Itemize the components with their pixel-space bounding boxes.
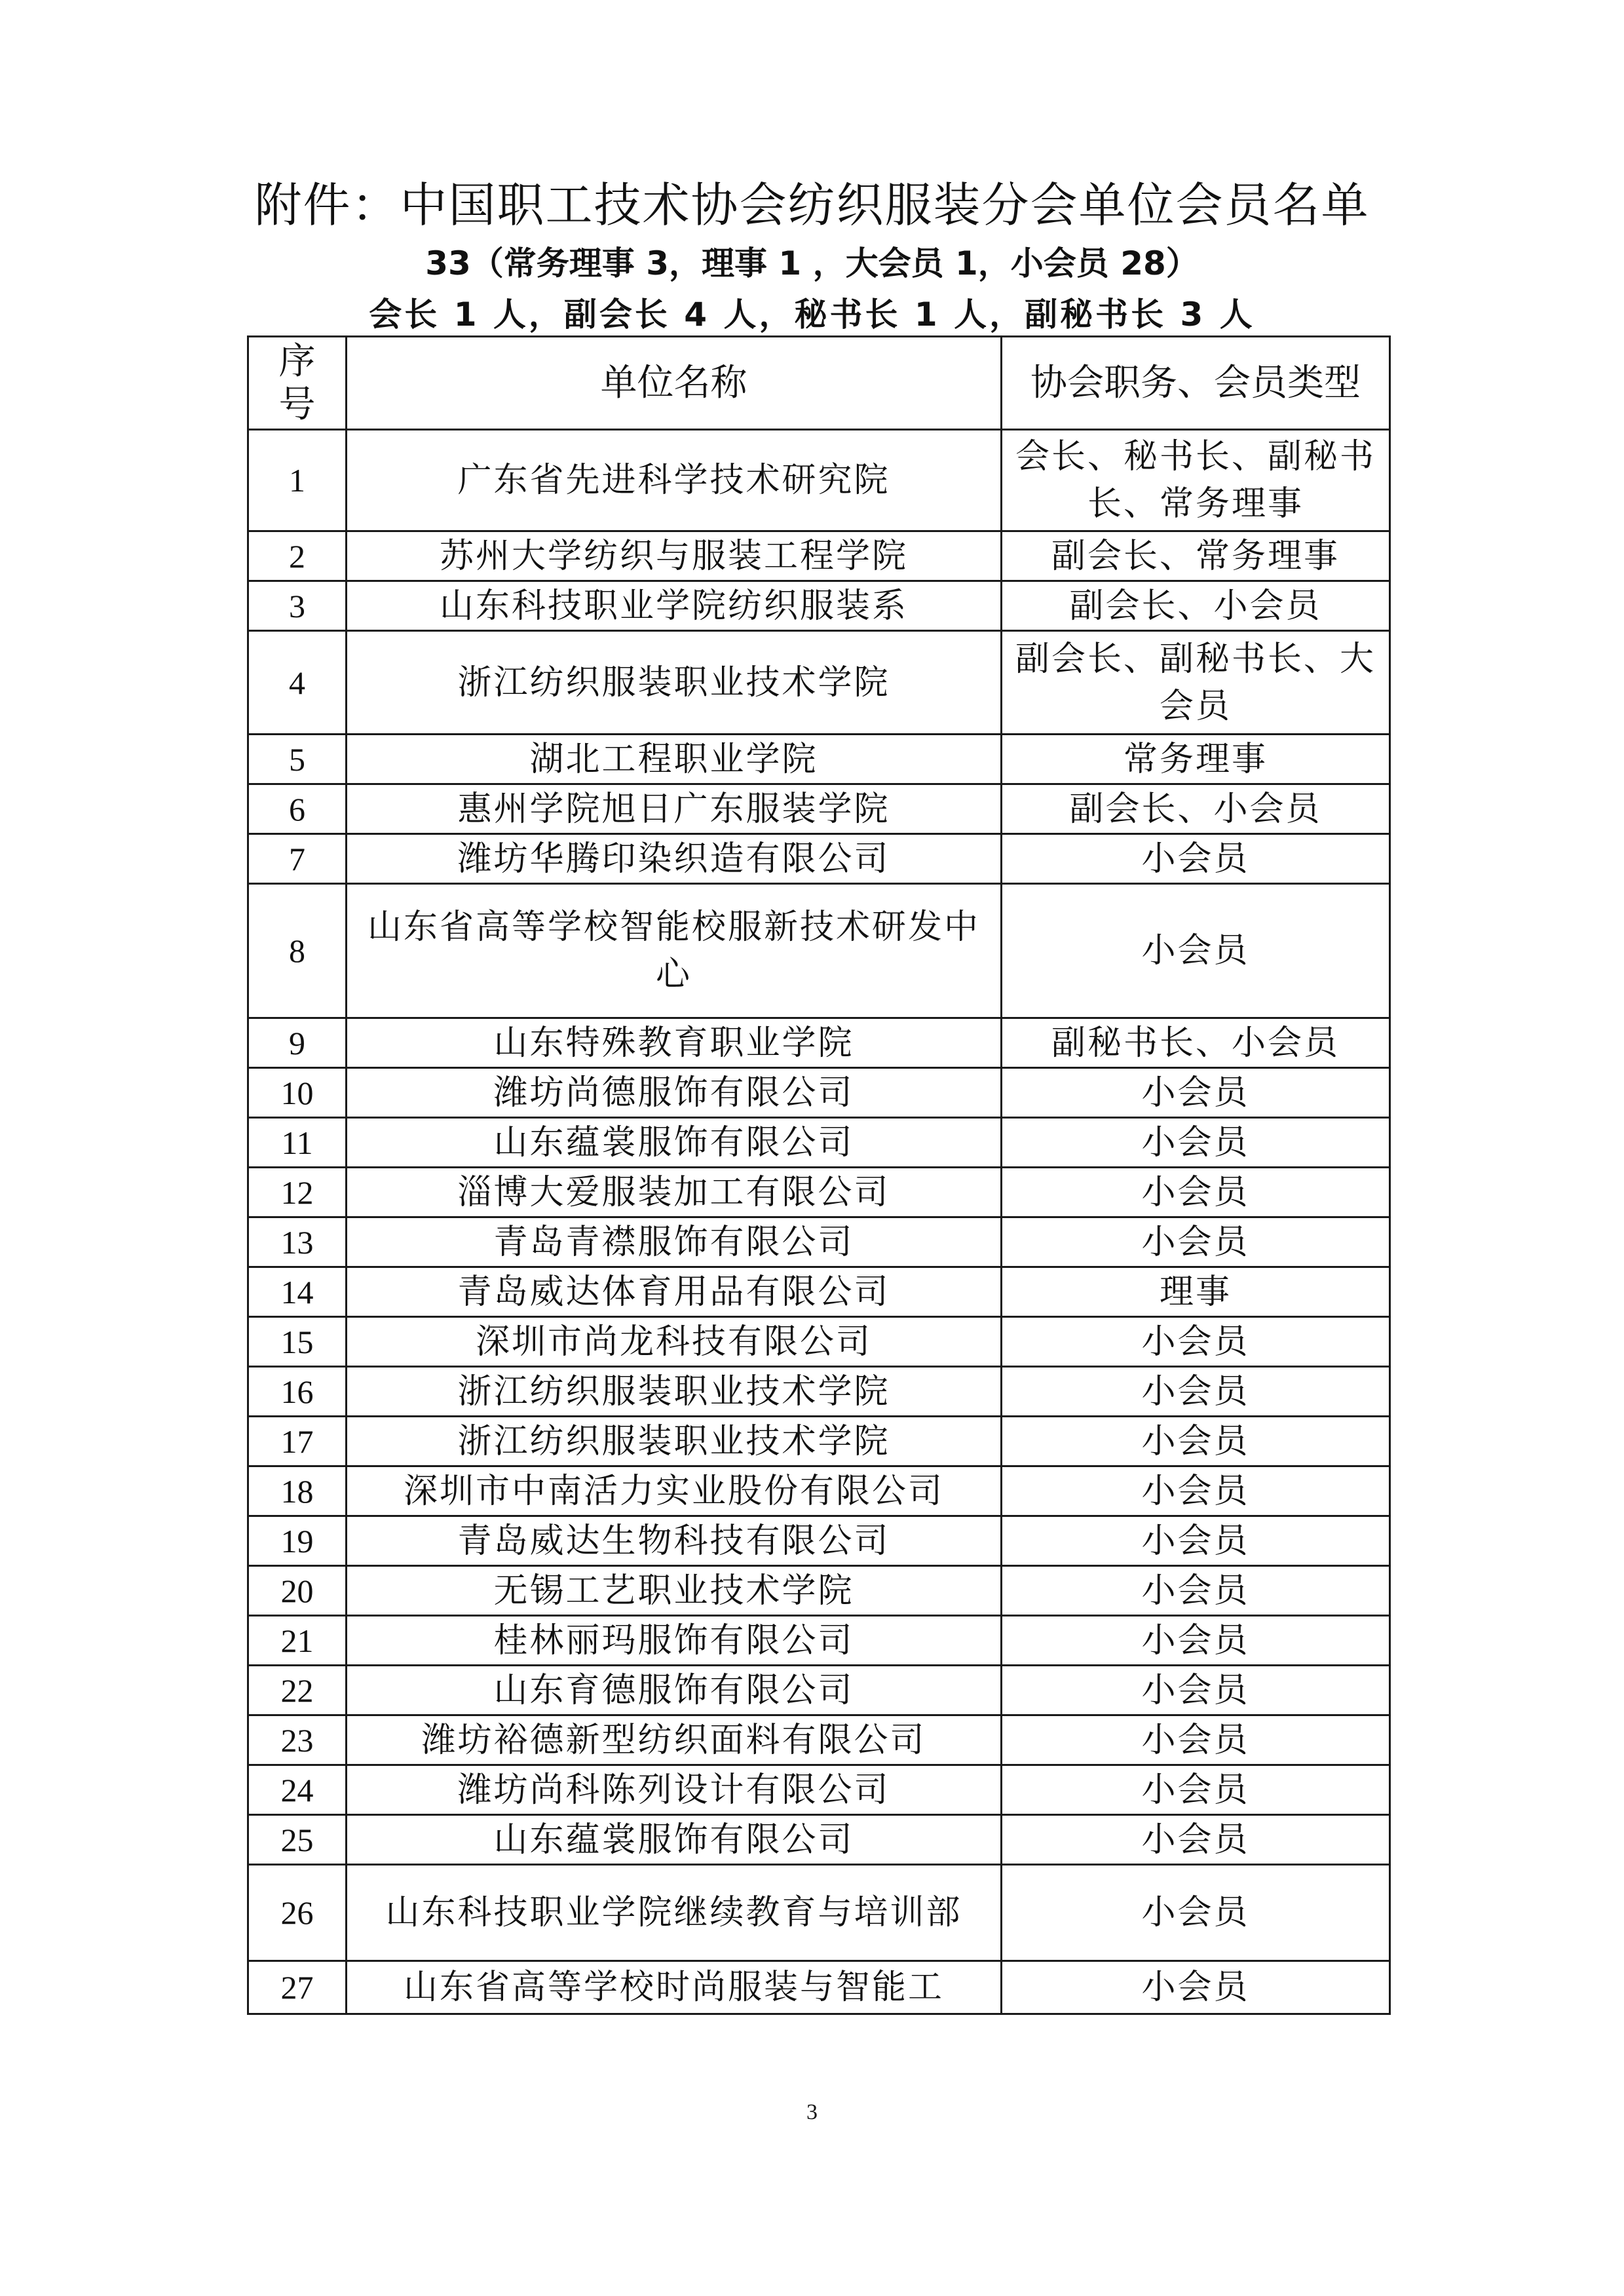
member-role: 小会员: [1002, 1961, 1390, 2014]
row-number: 9: [248, 1018, 347, 1068]
member-role: 理事: [1002, 1267, 1390, 1317]
row-number: 14: [248, 1267, 347, 1317]
table-row: [248, 1367, 1390, 1417]
member-role: 小会员: [1002, 1815, 1390, 1865]
unit-name: 山东育德服饰有限公司: [347, 1666, 1002, 1715]
table-row: [248, 735, 1390, 784]
row-number: 4: [248, 631, 347, 735]
member-role: 副秘书长、小会员: [1002, 1018, 1390, 1068]
unit-name: 广东省先进科学技术研究院: [347, 430, 1002, 531]
row-number: 22: [248, 1666, 347, 1715]
header-no: 序号: [248, 337, 347, 430]
member-role: 小会员: [1002, 1466, 1390, 1516]
member-role: 小会员: [1002, 1616, 1390, 1666]
table-row: [248, 1815, 1390, 1865]
row-number: 13: [248, 1217, 347, 1267]
member-role: 小会员: [1002, 1317, 1390, 1367]
unit-name: 青岛威达生物科技有限公司: [347, 1516, 1002, 1566]
table-row: [248, 1417, 1390, 1466]
member-role: 小会员: [1002, 1068, 1390, 1118]
row-number: 26: [248, 1865, 347, 1961]
table-header-row: [248, 337, 1390, 430]
unit-name: 深圳市中南活力实业股份有限公司: [347, 1466, 1002, 1516]
page-number: 3: [806, 2100, 818, 2124]
member-role: 小会员: [1002, 1865, 1390, 1961]
header-role: 协会职务、会员类型: [1002, 337, 1390, 430]
member-role: 小会员: [1002, 884, 1390, 1018]
member-role: 副会长、副秘书长、大会员: [1002, 631, 1390, 735]
table-row: [248, 1317, 1390, 1367]
table-row: [248, 531, 1390, 581]
row-number: 20: [248, 1566, 347, 1616]
member-role: 小会员: [1002, 1367, 1390, 1417]
row-number: 23: [248, 1715, 347, 1765]
member-role: 小会员: [1002, 1417, 1390, 1466]
table-row: [248, 1466, 1390, 1516]
document-title: 附件：中国职工技术协会纺织服装分会单位会员名单: [254, 178, 1370, 233]
row-number: 17: [248, 1417, 347, 1466]
row-number: 19: [248, 1516, 347, 1566]
unit-name: 桂林丽玛服饰有限公司: [347, 1616, 1002, 1666]
unit-name: 山东省高等学校时尚服装与智能工: [347, 1961, 1002, 2014]
unit-name: 深圳市尚龙科技有限公司: [347, 1317, 1002, 1367]
table-row: [248, 430, 1390, 531]
table-row: [248, 1267, 1390, 1317]
row-number: 10: [248, 1068, 347, 1118]
table-row: [248, 834, 1390, 884]
row-number: 27: [248, 1961, 347, 2014]
member-role: 小会员: [1002, 1516, 1390, 1566]
row-number: 5: [248, 735, 347, 784]
unit-name: 淄博大爱服装加工有限公司: [347, 1168, 1002, 1217]
unit-name: 湖北工程职业学院: [347, 735, 1002, 784]
table-row: [248, 1217, 1390, 1267]
member-role: 常务理事: [1002, 735, 1390, 784]
unit-name: 潍坊尚科陈列设计有限公司: [347, 1765, 1002, 1815]
row-number: 7: [248, 834, 347, 884]
unit-name: 青岛威达体育用品有限公司: [347, 1267, 1002, 1317]
row-number: 16: [248, 1367, 347, 1417]
table-row: [248, 1715, 1390, 1765]
table-row: [248, 631, 1390, 735]
unit-name: 潍坊尚德服饰有限公司: [347, 1068, 1002, 1118]
unit-name: 浙江纺织服装职业技术学院: [347, 631, 1002, 735]
row-number: 15: [248, 1317, 347, 1367]
table-row: [248, 1865, 1390, 1961]
row-number: 2: [248, 531, 347, 581]
member-role: 小会员: [1002, 1118, 1390, 1168]
unit-name: 青岛青襟服饰有限公司: [347, 1217, 1002, 1267]
member-role: 小会员: [1002, 1715, 1390, 1765]
row-number: 25: [248, 1815, 347, 1865]
row-number: 6: [248, 784, 347, 834]
table-row: [248, 884, 1390, 1018]
unit-name: 山东科技职业学院纺织服装系: [347, 581, 1002, 631]
unit-name: 无锡工艺职业技术学院: [347, 1566, 1002, 1616]
header-unit: 单位名称: [347, 337, 1002, 430]
unit-name: 山东特殊教育职业学院: [347, 1018, 1002, 1068]
member-role: 小会员: [1002, 1217, 1390, 1267]
member-role: 副会长、常务理事: [1002, 531, 1390, 581]
unit-name: 潍坊裕德新型纺织面料有限公司: [347, 1715, 1002, 1765]
row-number: 18: [248, 1466, 347, 1516]
unit-name: 山东蕴裳服饰有限公司: [347, 1118, 1002, 1168]
row-number: 21: [248, 1616, 347, 1666]
member-role: 小会员: [1002, 834, 1390, 884]
table-row: [248, 1118, 1390, 1168]
member-role: 会长、秘书长、副秘书长、常务理事: [1002, 430, 1390, 531]
table-row: [248, 1961, 1390, 2014]
officer-count-summary: 会长 1 人，副会长 4 人，秘书长 1 人，副秘书长 3 人: [369, 296, 1255, 334]
member-role: 小会员: [1002, 1566, 1390, 1616]
unit-name: 山东蕴裳服饰有限公司: [347, 1815, 1002, 1865]
row-number: 8: [248, 884, 347, 1018]
unit-name: 潍坊华腾印染织造有限公司: [347, 834, 1002, 884]
row-number: 1: [248, 430, 347, 531]
table-row: [248, 1666, 1390, 1715]
member-role: 副会长、小会员: [1002, 784, 1390, 834]
unit-name: 惠州学院旭日广东服装学院: [347, 784, 1002, 834]
unit-name: 苏州大学纺织与服装工程学院: [347, 531, 1002, 581]
unit-name: 浙江纺织服装职业技术学院: [347, 1367, 1002, 1417]
member-role: 小会员: [1002, 1168, 1390, 1217]
member-role: 小会员: [1002, 1666, 1390, 1715]
table-row: [248, 1068, 1390, 1118]
row-number: 11: [248, 1118, 347, 1168]
table-row: [248, 581, 1390, 631]
member-role: 副会长、小会员: [1002, 581, 1390, 631]
unit-name: 浙江纺织服装职业技术学院: [347, 1417, 1002, 1466]
member-table: [247, 335, 1391, 2015]
member-count-summary: 33（常务理事 3，理事 1 ，大会员 1，小会员 28）: [425, 244, 1199, 282]
table-row: [248, 1018, 1390, 1068]
unit-name: 山东省高等学校智能校服新技术研发中心: [347, 884, 1002, 1018]
unit-name: 山东科技职业学院继续教育与培训部: [347, 1865, 1002, 1961]
table-row: [248, 1765, 1390, 1815]
row-number: 12: [248, 1168, 347, 1217]
row-number: 24: [248, 1765, 347, 1815]
table-row: [248, 1616, 1390, 1666]
table-row: [248, 784, 1390, 834]
table-row: [248, 1566, 1390, 1616]
table-row: [248, 1168, 1390, 1217]
member-role: 小会员: [1002, 1765, 1390, 1815]
table-row: [248, 1516, 1390, 1566]
row-number: 3: [248, 581, 347, 631]
